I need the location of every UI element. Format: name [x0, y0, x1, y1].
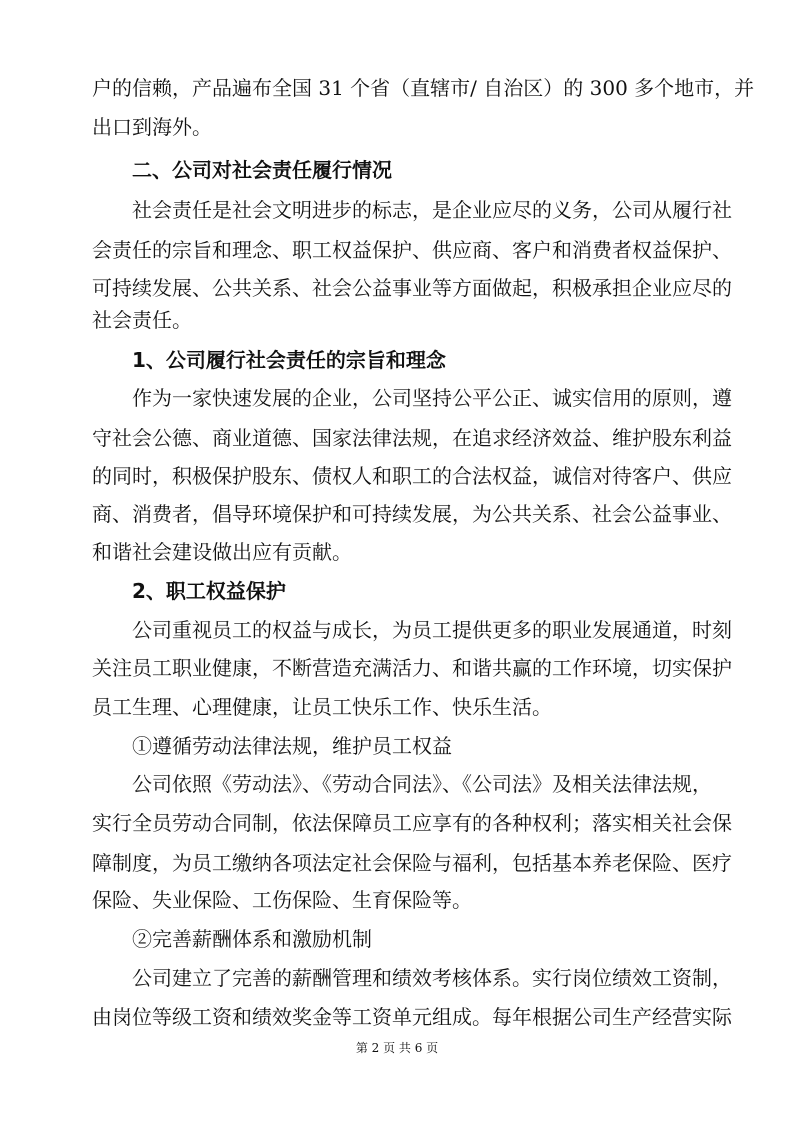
list-heading: ②完善薪酬体系和激励机制 — [132, 927, 372, 951]
body-text-line: 社会责任。 — [92, 308, 192, 332]
subsection-heading: 1、公司履行社会责任的宗旨和理念 — [132, 348, 446, 372]
body-text-line: 关注员工职业健康，不断营造充满活力、和谐共赢的工作环境，切实保护 — [92, 656, 732, 680]
body-text-line: 户的信赖，产品遍布全国 31 个省（直辖市/ 自治区）的 300 多个地市，并 — [92, 76, 755, 100]
body-text-line: 和谐社会建设做出应有贡献。 — [92, 540, 352, 564]
body-text-line: 实行全员劳动合同制，依法保障员工应享有的各种权利；落实相关社会保 — [92, 811, 732, 835]
body-text-line: 守社会公德、商业道德、国家法律法规，在追求经济效益、维护股东利益 — [92, 426, 732, 450]
page-footer: 第 2 页 共 6 页 — [355, 1041, 439, 1055]
body-text-line: 可持续发展、公共关系、社会公益事业等方面做起，积极承担企业应尽的 — [92, 276, 732, 300]
body-text-line: 公司建立了完善的薪酬管理和绩效考核体系。实行岗位绩效工资制， — [132, 966, 732, 990]
body-text-line: 保险、失业保险、工伤保险、生育保险等。 — [92, 888, 472, 912]
body-text-line: 障制度，为员工缴纳各项法定社会保险与福利，包括基本养老保险、医疗 — [92, 851, 732, 875]
list-heading: ①遵循劳动法律法规，维护员工权益 — [132, 734, 452, 758]
subsection-heading: 2、职工权益保护 — [132, 579, 286, 603]
body-text-line: 会责任的宗旨和理念、职工权益保护、供应商、客户和消费者权益保护、 — [92, 238, 732, 262]
body-text-line: 社会责任是社会文明进步的标志，是企业应尽的义务，公司从履行社 — [132, 198, 732, 222]
body-text-line: 公司重视员工的权益与成长，为员工提供更多的职业发展通道，时刻 — [132, 618, 732, 642]
section-heading: 二、公司对社会责任履行情况 — [132, 158, 392, 182]
body-text-line: 公司依照《劳动法》、《劳动合同法》、《公司法》及相关法律法规， — [132, 772, 712, 796]
body-text-line: 员工生理、心理健康，让员工快乐工作、快乐生活。 — [92, 695, 552, 719]
body-text-line: 的同时，积极保护股东、债权人和职工的合法权益，诚信对待客户、供应 — [92, 464, 732, 488]
body-text-line: 作为一家快速发展的企业，公司坚持公平公正、诚实信用的原则，遵 — [132, 386, 732, 410]
body-text-line: 商、消费者，倡导环境保护和可持续发展，为公共关系、社会公益事业、 — [92, 502, 732, 526]
body-text-line: 由岗位等级工资和绩效奖金等工资单元组成。每年根据公司生产经营实际 — [92, 1005, 732, 1029]
body-text-line: 出口到海外。 — [92, 115, 212, 139]
